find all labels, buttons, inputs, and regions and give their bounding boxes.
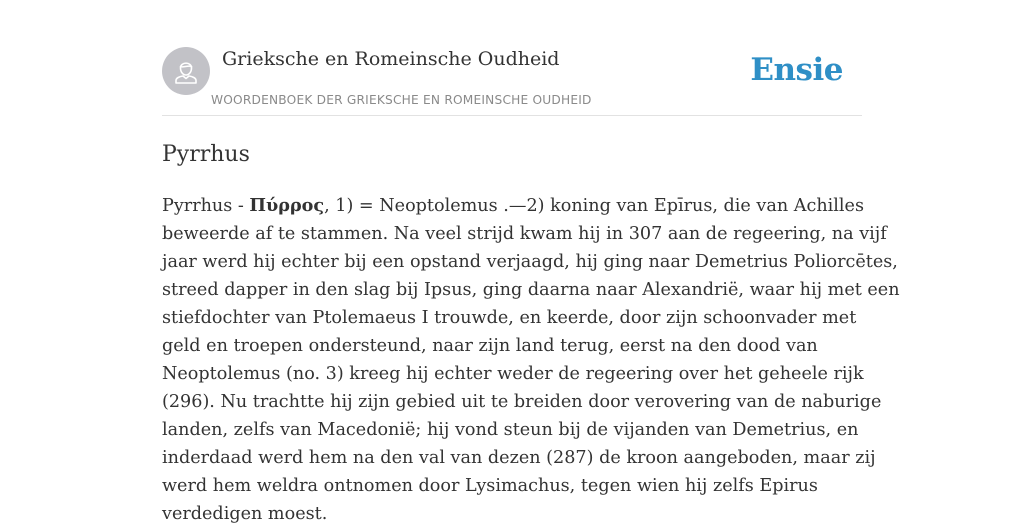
source-avatar[interactable] <box>162 47 210 95</box>
source-header <box>162 46 862 116</box>
entry-title: Pyrrhus <box>162 142 250 167</box>
definition-text: , 1) = Neoptolemus .—2) koning van Epīrus, die van Achilles <box>324 196 864 216</box>
definition-line: geld en troepen ondersteund, naar zijn land terug, eerst na den dood van <box>162 336 818 356</box>
definition-line: beweerde af te stammen. Na veel strijd kwam hij in 307 aan de regeering, na vijf <box>162 224 887 244</box>
source-subtitle: WOORDENBOEK DER GRIEKSCHE EN ROMEINSCHE OUDHEID <box>211 93 592 107</box>
definition-line: streed dapper in den slag bij Ipsus, ging daarna naar Alexandrië, waar hij met een <box>162 280 900 300</box>
source-title[interactable]: Grieksche en Romeinsche Oudheid <box>222 48 560 70</box>
definition-line: Neoptolemus (no. 3) kreeg hij echter weder de regeering over het geheele rijk <box>162 364 864 384</box>
definition-line: werd hem weldra ontnomen door Lysimachus, tegen wien hij zelfs Epirus <box>162 476 818 496</box>
ensie-logo-link[interactable]: Ensie <box>750 52 843 88</box>
entry-definition <box>162 192 900 528</box>
definition-line: inderdaad werd hem na den val van dezen (287) de kroon aangeboden, maar zij <box>162 448 876 468</box>
user-silhouette-icon <box>162 47 210 95</box>
definition-line: verdedigen moest. <box>162 504 328 524</box>
lead-term: Pyrrhus - <box>162 196 250 216</box>
greek-term: Πύρρος <box>249 195 325 216</box>
definition-line <box>162 192 862 220</box>
definition-line: jaar werd hij echter bij een opstand verjaagd, hij ging naar Demetrius Poliorcētes, <box>162 252 898 272</box>
definition-line: (296). Nu trachtte hij zijn gebied uit te breiden door verovering van de naburige <box>162 392 882 412</box>
definition-line: landen, zelfs van Macedonië; hij vond steun bij de vijanden van Demetrius, en <box>162 420 859 440</box>
definition-line: stiefdochter van Ptolemaeus I trouwde, en keerde, door zijn schoonvader met <box>162 308 857 328</box>
